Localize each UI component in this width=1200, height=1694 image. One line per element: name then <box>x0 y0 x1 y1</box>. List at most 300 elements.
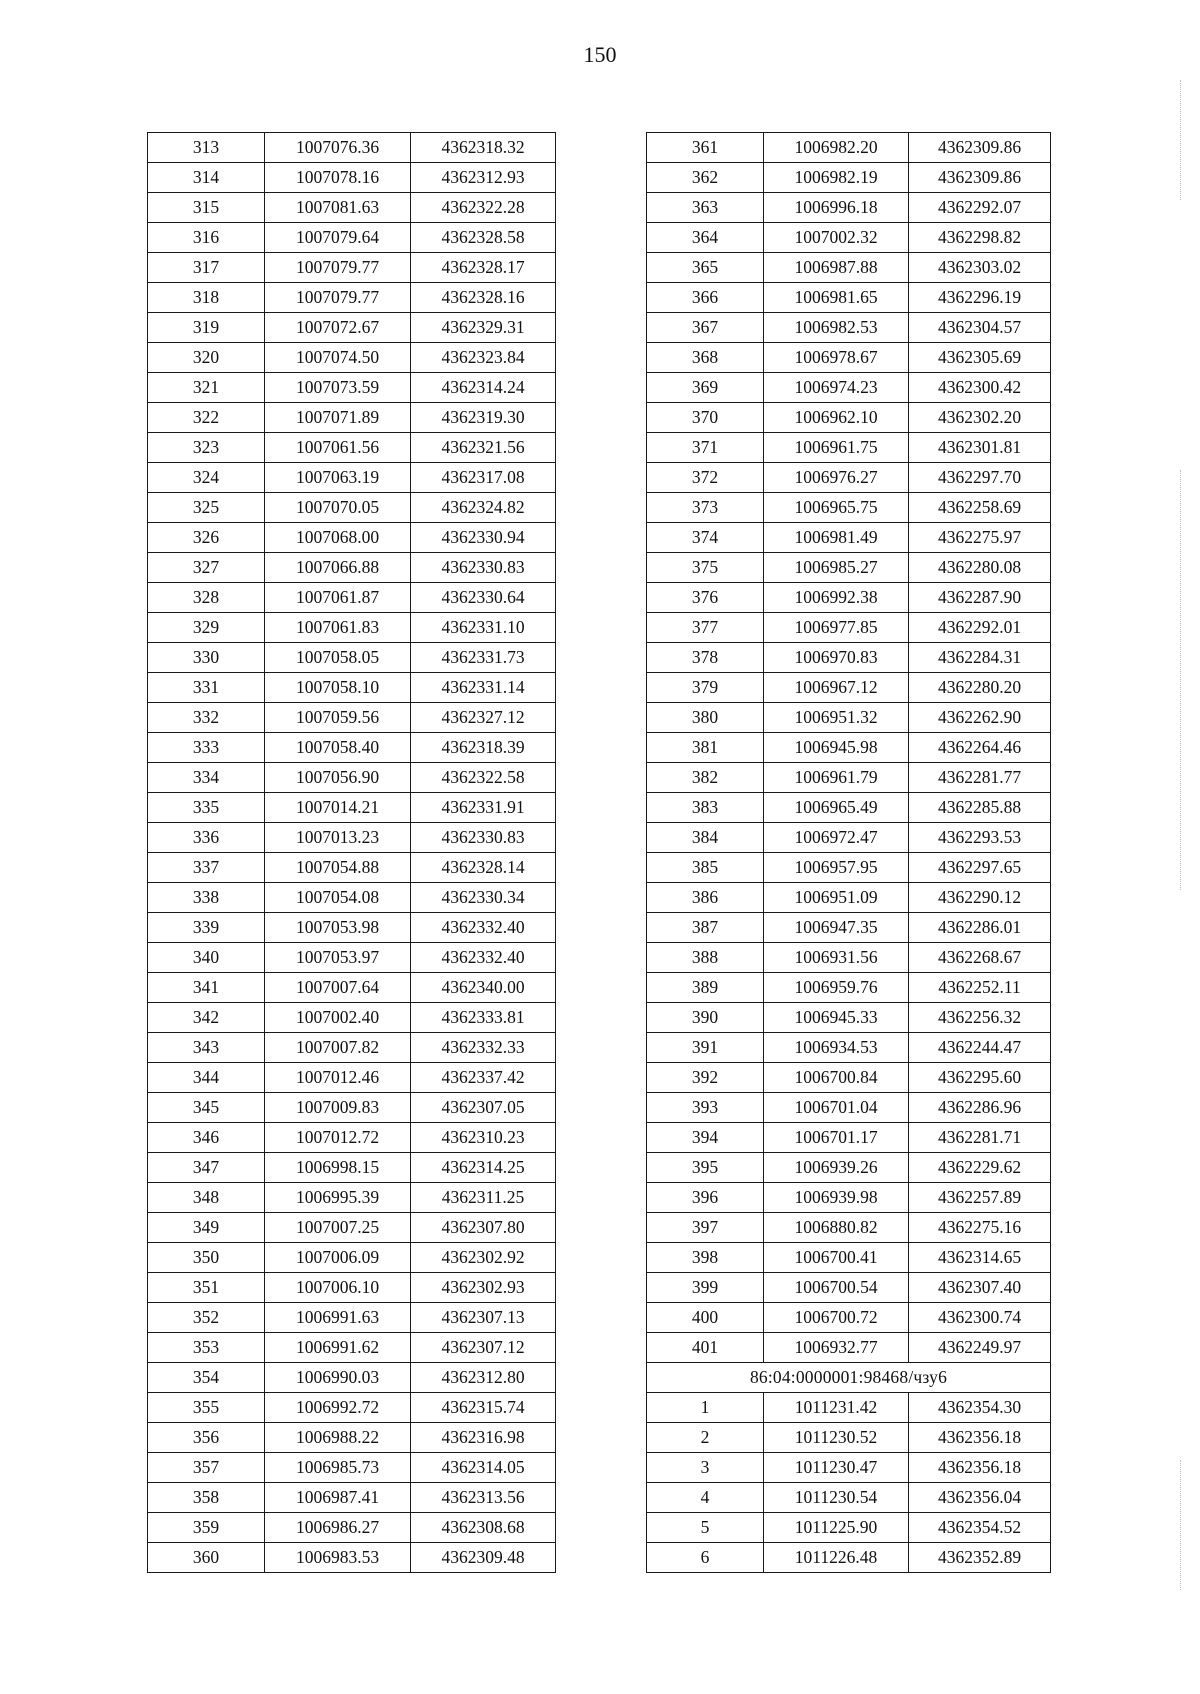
y-coordinate-cell: 4362229.62 <box>909 1153 1051 1183</box>
table-row <box>148 253 556 283</box>
point-number-cell: 319 <box>148 313 265 343</box>
x-coordinate-cell: 1006982.53 <box>764 313 909 343</box>
point-number-cell: 336 <box>148 823 265 853</box>
point-number-cell: 330 <box>148 643 265 673</box>
y-coordinate-cell: 4362352.89 <box>909 1543 1051 1573</box>
table-row <box>647 253 1051 283</box>
table-row <box>148 1213 556 1243</box>
table-row <box>148 643 556 673</box>
section-header-row <box>647 1363 1051 1393</box>
y-coordinate-cell: 4362329.31 <box>411 313 556 343</box>
point-number-cell: 400 <box>647 1303 764 1333</box>
table-row <box>647 643 1051 673</box>
x-coordinate-cell: 1007070.05 <box>265 493 411 523</box>
point-number-cell: 360 <box>148 1543 265 1573</box>
x-coordinate-cell: 1006931.56 <box>764 943 909 973</box>
point-number-cell: 342 <box>148 1003 265 1033</box>
table-row <box>148 133 556 163</box>
y-coordinate-cell: 4362354.30 <box>909 1393 1051 1423</box>
point-number-cell: 401 <box>647 1333 764 1363</box>
table-row <box>647 223 1051 253</box>
table-row <box>148 583 556 613</box>
table-row <box>647 1123 1051 1153</box>
point-number-cell: 333 <box>148 733 265 763</box>
table-row <box>148 283 556 313</box>
x-coordinate-cell: 1011226.48 <box>764 1543 909 1573</box>
point-number-cell: 375 <box>647 553 764 583</box>
y-coordinate-cell: 4362314.65 <box>909 1243 1051 1273</box>
x-coordinate-cell: 1006939.26 <box>764 1153 909 1183</box>
y-coordinate-cell: 4362302.93 <box>411 1273 556 1303</box>
y-coordinate-cell: 4362322.28 <box>411 193 556 223</box>
y-coordinate-cell: 4362285.88 <box>909 793 1051 823</box>
y-coordinate-cell: 4362328.58 <box>411 223 556 253</box>
table-row <box>148 223 556 253</box>
point-number-cell: 367 <box>647 313 764 343</box>
table-row <box>148 523 556 553</box>
point-number-cell: 356 <box>148 1423 265 1453</box>
point-number-cell: 353 <box>148 1333 265 1363</box>
y-coordinate-cell: 4362324.82 <box>411 493 556 523</box>
point-number-cell: 313 <box>148 133 265 163</box>
y-coordinate-cell: 4362331.10 <box>411 613 556 643</box>
x-coordinate-cell: 1007058.10 <box>265 673 411 703</box>
table-row <box>647 583 1051 613</box>
y-coordinate-cell: 4362309.86 <box>909 163 1051 193</box>
y-coordinate-cell: 4362290.12 <box>909 883 1051 913</box>
point-number-cell: 346 <box>148 1123 265 1153</box>
x-coordinate-cell: 1007012.46 <box>265 1063 411 1093</box>
point-number-cell: 317 <box>148 253 265 283</box>
x-coordinate-cell: 1006965.49 <box>764 793 909 823</box>
x-coordinate-cell: 1006947.35 <box>764 913 909 943</box>
x-coordinate-cell: 1007053.98 <box>265 913 411 943</box>
y-coordinate-cell: 4362308.68 <box>411 1513 556 1543</box>
point-number-cell: 339 <box>148 913 265 943</box>
point-number-cell: 376 <box>647 583 764 613</box>
x-coordinate-cell: 1006998.15 <box>265 1153 411 1183</box>
x-coordinate-cell: 1006972.47 <box>764 823 909 853</box>
x-coordinate-cell: 1007007.25 <box>265 1213 411 1243</box>
x-coordinate-cell: 1007061.56 <box>265 433 411 463</box>
x-coordinate-cell: 1007079.77 <box>265 283 411 313</box>
point-number-cell: 318 <box>148 283 265 313</box>
y-coordinate-cell: 4362310.23 <box>411 1123 556 1153</box>
x-coordinate-cell: 1006959.76 <box>764 973 909 1003</box>
table-row <box>647 343 1051 373</box>
x-coordinate-cell: 1006700.41 <box>764 1243 909 1273</box>
y-coordinate-cell: 4362330.83 <box>411 823 556 853</box>
x-coordinate-cell: 1006981.49 <box>764 523 909 553</box>
y-coordinate-cell: 4362292.07 <box>909 193 1051 223</box>
y-coordinate-cell: 4362287.90 <box>909 583 1051 613</box>
x-coordinate-cell: 1006982.20 <box>764 133 909 163</box>
y-coordinate-cell: 4362304.57 <box>909 313 1051 343</box>
table-row <box>647 703 1051 733</box>
table-row <box>148 883 556 913</box>
y-coordinate-cell: 4362337.42 <box>411 1063 556 1093</box>
table-row <box>148 1543 556 1573</box>
table-row <box>148 973 556 1003</box>
table-row <box>647 1063 1051 1093</box>
point-number-cell: 320 <box>148 343 265 373</box>
point-number-cell: 398 <box>647 1243 764 1273</box>
x-coordinate-cell: 1007076.36 <box>265 133 411 163</box>
y-coordinate-cell: 4362268.67 <box>909 943 1051 973</box>
x-coordinate-cell: 1007071.89 <box>265 403 411 433</box>
y-coordinate-cell: 4362275.97 <box>909 523 1051 553</box>
x-coordinate-cell: 1006961.75 <box>764 433 909 463</box>
point-number-cell: 378 <box>647 643 764 673</box>
point-number-cell: 369 <box>647 373 764 403</box>
table-row <box>647 1093 1051 1123</box>
x-coordinate-cell: 1007061.83 <box>265 613 411 643</box>
table-row <box>148 1483 556 1513</box>
x-coordinate-cell: 1007007.82 <box>265 1033 411 1063</box>
y-coordinate-cell: 4362297.65 <box>909 853 1051 883</box>
point-number-cell: 326 <box>148 523 265 553</box>
table-row <box>148 1363 556 1393</box>
x-coordinate-cell: 1006951.09 <box>764 883 909 913</box>
y-coordinate-cell: 4362356.18 <box>909 1423 1051 1453</box>
point-number-cell: 332 <box>148 703 265 733</box>
point-number-cell: 362 <box>647 163 764 193</box>
table-row <box>647 1183 1051 1213</box>
x-coordinate-cell: 1006965.75 <box>764 493 909 523</box>
y-coordinate-cell: 4362356.18 <box>909 1453 1051 1483</box>
y-coordinate-cell: 4362258.69 <box>909 493 1051 523</box>
x-coordinate-cell: 1011230.47 <box>764 1453 909 1483</box>
x-coordinate-cell: 1006957.95 <box>764 853 909 883</box>
y-coordinate-cell: 4362298.82 <box>909 223 1051 253</box>
table-row <box>647 1273 1051 1303</box>
table-row <box>148 733 556 763</box>
x-coordinate-cell: 1007054.88 <box>265 853 411 883</box>
y-coordinate-cell: 4362249.97 <box>909 1333 1051 1363</box>
point-number-cell: 6 <box>647 1543 764 1573</box>
table-row <box>647 673 1051 703</box>
table-row <box>647 883 1051 913</box>
scan-artifact <box>1180 1460 1182 1590</box>
y-coordinate-cell: 4362314.05 <box>411 1453 556 1483</box>
point-number-cell: 380 <box>647 703 764 733</box>
y-coordinate-cell: 4362257.89 <box>909 1183 1051 1213</box>
y-coordinate-cell: 4362307.12 <box>411 1333 556 1363</box>
x-coordinate-cell: 1006945.98 <box>764 733 909 763</box>
table-row <box>647 1393 1051 1423</box>
point-number-cell: 392 <box>647 1063 764 1093</box>
x-coordinate-cell: 1007058.40 <box>265 733 411 763</box>
x-coordinate-cell: 1007081.63 <box>265 193 411 223</box>
x-coordinate-cell: 1007006.09 <box>265 1243 411 1273</box>
table-row <box>647 793 1051 823</box>
table-row <box>647 733 1051 763</box>
x-coordinate-cell: 1006976.27 <box>764 463 909 493</box>
point-number-cell: 381 <box>647 733 764 763</box>
table-row <box>647 1513 1051 1543</box>
table-row <box>647 463 1051 493</box>
x-coordinate-cell: 1011230.54 <box>764 1483 909 1513</box>
x-coordinate-cell: 1006701.17 <box>764 1123 909 1153</box>
table-row <box>148 913 556 943</box>
table-row <box>647 523 1051 553</box>
table-row <box>647 763 1051 793</box>
table-row <box>148 403 556 433</box>
cadastral-number-title: 86:04:0000001:98468/чзу6 <box>647 1363 1051 1393</box>
x-coordinate-cell: 1007061.87 <box>265 583 411 613</box>
x-coordinate-cell: 1006988.22 <box>265 1423 411 1453</box>
x-coordinate-cell: 1006995.39 <box>265 1183 411 1213</box>
table-row <box>647 283 1051 313</box>
x-coordinate-cell: 1006981.65 <box>764 283 909 313</box>
point-number-cell: 379 <box>647 673 764 703</box>
x-coordinate-cell: 1007002.32 <box>764 223 909 253</box>
x-coordinate-cell: 1006961.79 <box>764 763 909 793</box>
table-row <box>647 1423 1051 1453</box>
x-coordinate-cell: 1007078.16 <box>265 163 411 193</box>
table-row <box>148 1093 556 1123</box>
table-row <box>647 1033 1051 1063</box>
x-coordinate-cell: 1006967.12 <box>764 673 909 703</box>
table-row <box>148 1423 556 1453</box>
x-coordinate-cell: 1006974.23 <box>764 373 909 403</box>
table-row <box>148 1453 556 1483</box>
x-coordinate-cell: 1006939.98 <box>764 1183 909 1213</box>
point-number-cell: 385 <box>647 853 764 883</box>
y-coordinate-cell: 4362354.52 <box>909 1513 1051 1543</box>
point-number-cell: 341 <box>148 973 265 1003</box>
x-coordinate-cell: 1007074.50 <box>265 343 411 373</box>
point-number-cell: 344 <box>148 1063 265 1093</box>
y-coordinate-cell: 4362318.39 <box>411 733 556 763</box>
x-coordinate-cell: 1006880.82 <box>764 1213 909 1243</box>
x-coordinate-cell: 1007007.64 <box>265 973 411 1003</box>
y-coordinate-cell: 4362323.84 <box>411 343 556 373</box>
y-coordinate-cell: 4362356.04 <box>909 1483 1051 1513</box>
table-row <box>647 163 1051 193</box>
table-row <box>148 853 556 883</box>
y-coordinate-cell: 4362340.00 <box>411 973 556 1003</box>
table-row <box>647 613 1051 643</box>
x-coordinate-cell: 1006987.41 <box>265 1483 411 1513</box>
x-coordinate-cell: 1007072.67 <box>265 313 411 343</box>
table-row <box>647 493 1051 523</box>
point-number-cell: 390 <box>647 1003 764 1033</box>
point-number-cell: 388 <box>647 943 764 973</box>
point-number-cell: 315 <box>148 193 265 223</box>
table-row <box>647 1003 1051 1033</box>
x-coordinate-cell: 1011231.42 <box>764 1393 909 1423</box>
y-coordinate-cell: 4362333.81 <box>411 1003 556 1033</box>
point-number-cell: 340 <box>148 943 265 973</box>
point-number-cell: 321 <box>148 373 265 403</box>
table-row <box>148 433 556 463</box>
table-row <box>148 1123 556 1153</box>
point-number-cell: 389 <box>647 973 764 1003</box>
y-coordinate-cell: 4362280.20 <box>909 673 1051 703</box>
y-coordinate-cell: 4362275.16 <box>909 1213 1051 1243</box>
y-coordinate-cell: 4362300.74 <box>909 1303 1051 1333</box>
point-number-cell: 363 <box>647 193 764 223</box>
point-number-cell: 358 <box>148 1483 265 1513</box>
x-coordinate-cell: 1007058.05 <box>265 643 411 673</box>
table-row <box>647 913 1051 943</box>
table-row <box>148 1513 556 1543</box>
point-number-cell: 354 <box>148 1363 265 1393</box>
point-number-cell: 351 <box>148 1273 265 1303</box>
point-number-cell: 386 <box>647 883 764 913</box>
y-coordinate-cell: 4362284.31 <box>909 643 1051 673</box>
point-number-cell: 396 <box>647 1183 764 1213</box>
table-row <box>148 463 556 493</box>
table-row <box>647 1483 1051 1513</box>
x-coordinate-cell: 1011230.52 <box>764 1423 909 1453</box>
x-coordinate-cell: 1006982.19 <box>764 163 909 193</box>
y-coordinate-cell: 4362264.46 <box>909 733 1051 763</box>
point-number-cell: 329 <box>148 613 265 643</box>
y-coordinate-cell: 4362318.32 <box>411 133 556 163</box>
page-number: 150 <box>583 42 617 67</box>
y-coordinate-cell: 4362302.20 <box>909 403 1051 433</box>
x-coordinate-cell: 1006932.77 <box>764 1333 909 1363</box>
x-coordinate-cell: 1007059.56 <box>265 703 411 733</box>
point-number-cell: 324 <box>148 463 265 493</box>
point-number-cell: 350 <box>148 1243 265 1273</box>
point-number-cell: 316 <box>148 223 265 253</box>
y-coordinate-cell: 4362331.14 <box>411 673 556 703</box>
point-number-cell: 352 <box>148 1303 265 1333</box>
coordinates-table-right <box>646 132 1051 1573</box>
x-coordinate-cell: 1006986.27 <box>265 1513 411 1543</box>
y-coordinate-cell: 4362307.80 <box>411 1213 556 1243</box>
y-coordinate-cell: 4362312.93 <box>411 163 556 193</box>
y-coordinate-cell: 4362286.01 <box>909 913 1051 943</box>
table-row <box>647 1243 1051 1273</box>
table-row <box>148 1033 556 1063</box>
table-row <box>647 553 1051 583</box>
point-number-cell: 393 <box>647 1093 764 1123</box>
y-coordinate-cell: 4362328.16 <box>411 283 556 313</box>
y-coordinate-cell: 4362321.56 <box>411 433 556 463</box>
point-number-cell: 331 <box>148 673 265 703</box>
y-coordinate-cell: 4362330.83 <box>411 553 556 583</box>
point-number-cell: 328 <box>148 583 265 613</box>
table-row <box>148 763 556 793</box>
y-coordinate-cell: 4362314.25 <box>411 1153 556 1183</box>
point-number-cell: 334 <box>148 763 265 793</box>
y-coordinate-cell: 4362297.70 <box>909 463 1051 493</box>
y-coordinate-cell: 4362292.01 <box>909 613 1051 643</box>
point-number-cell: 323 <box>148 433 265 463</box>
x-coordinate-cell: 1006990.03 <box>265 1363 411 1393</box>
y-coordinate-cell: 4362300.42 <box>909 373 1051 403</box>
y-coordinate-cell: 4362332.40 <box>411 943 556 973</box>
table-row <box>148 1333 556 1363</box>
x-coordinate-cell: 1006992.72 <box>265 1393 411 1423</box>
point-number-cell: 338 <box>148 883 265 913</box>
y-coordinate-cell: 4362293.53 <box>909 823 1051 853</box>
point-number-cell: 348 <box>148 1183 265 1213</box>
y-coordinate-cell: 4362309.48 <box>411 1543 556 1573</box>
table-row <box>647 193 1051 223</box>
point-number-cell: 397 <box>647 1213 764 1243</box>
table-row <box>647 313 1051 343</box>
x-coordinate-cell: 1007009.83 <box>265 1093 411 1123</box>
point-number-cell: 2 <box>647 1423 764 1453</box>
y-coordinate-cell: 4362302.92 <box>411 1243 556 1273</box>
x-coordinate-cell: 1006978.67 <box>764 343 909 373</box>
table-row <box>148 163 556 193</box>
point-number-cell: 391 <box>647 1033 764 1063</box>
point-number-cell: 322 <box>148 403 265 433</box>
x-coordinate-cell: 1007014.21 <box>265 793 411 823</box>
table-row <box>647 853 1051 883</box>
y-coordinate-cell: 4362328.17 <box>411 253 556 283</box>
y-coordinate-cell: 4362295.60 <box>909 1063 1051 1093</box>
x-coordinate-cell: 1006700.84 <box>764 1063 909 1093</box>
table-row <box>647 1333 1051 1363</box>
scan-artifact <box>1180 470 1182 890</box>
table-row <box>148 1063 556 1093</box>
table-row <box>647 1153 1051 1183</box>
x-coordinate-cell: 1007056.90 <box>265 763 411 793</box>
point-number-cell: 394 <box>647 1123 764 1153</box>
x-coordinate-cell: 1007054.08 <box>265 883 411 913</box>
point-number-cell: 314 <box>148 163 265 193</box>
point-number-cell: 377 <box>647 613 764 643</box>
point-number-cell: 3 <box>647 1453 764 1483</box>
table-row <box>647 403 1051 433</box>
x-coordinate-cell: 1006991.63 <box>265 1303 411 1333</box>
x-coordinate-cell: 1007013.23 <box>265 823 411 853</box>
x-coordinate-cell: 1007079.77 <box>265 253 411 283</box>
x-coordinate-cell: 1007002.40 <box>265 1003 411 1033</box>
y-coordinate-cell: 4362244.47 <box>909 1033 1051 1063</box>
point-number-cell: 374 <box>647 523 764 553</box>
point-number-cell: 1 <box>647 1393 764 1423</box>
x-coordinate-cell: 1007079.64 <box>265 223 411 253</box>
table-row <box>148 1393 556 1423</box>
point-number-cell: 359 <box>148 1513 265 1543</box>
point-number-cell: 372 <box>647 463 764 493</box>
point-number-cell: 347 <box>148 1153 265 1183</box>
x-coordinate-cell: 1006700.54 <box>764 1273 909 1303</box>
x-coordinate-cell: 1007012.72 <box>265 1123 411 1153</box>
point-number-cell: 5 <box>647 1513 764 1543</box>
y-coordinate-cell: 4362305.69 <box>909 343 1051 373</box>
y-coordinate-cell: 4362332.40 <box>411 913 556 943</box>
y-coordinate-cell: 4362312.80 <box>411 1363 556 1393</box>
y-coordinate-cell: 4362280.08 <box>909 553 1051 583</box>
point-number-cell: 364 <box>647 223 764 253</box>
y-coordinate-cell: 4362301.81 <box>909 433 1051 463</box>
x-coordinate-cell: 1006985.27 <box>764 553 909 583</box>
point-number-cell: 365 <box>647 253 764 283</box>
x-coordinate-cell: 1007068.00 <box>265 523 411 553</box>
point-number-cell: 335 <box>148 793 265 823</box>
x-coordinate-cell: 1006996.18 <box>764 193 909 223</box>
y-coordinate-cell: 4362313.56 <box>411 1483 556 1513</box>
table-row <box>647 1213 1051 1243</box>
y-coordinate-cell: 4362281.77 <box>909 763 1051 793</box>
y-coordinate-cell: 4362331.91 <box>411 793 556 823</box>
point-number-cell: 383 <box>647 793 764 823</box>
x-coordinate-cell: 1006970.83 <box>764 643 909 673</box>
point-number-cell: 343 <box>148 1033 265 1063</box>
x-coordinate-cell: 1011225.90 <box>764 1513 909 1543</box>
x-coordinate-cell: 1006934.53 <box>764 1033 909 1063</box>
table-row <box>148 1303 556 1333</box>
